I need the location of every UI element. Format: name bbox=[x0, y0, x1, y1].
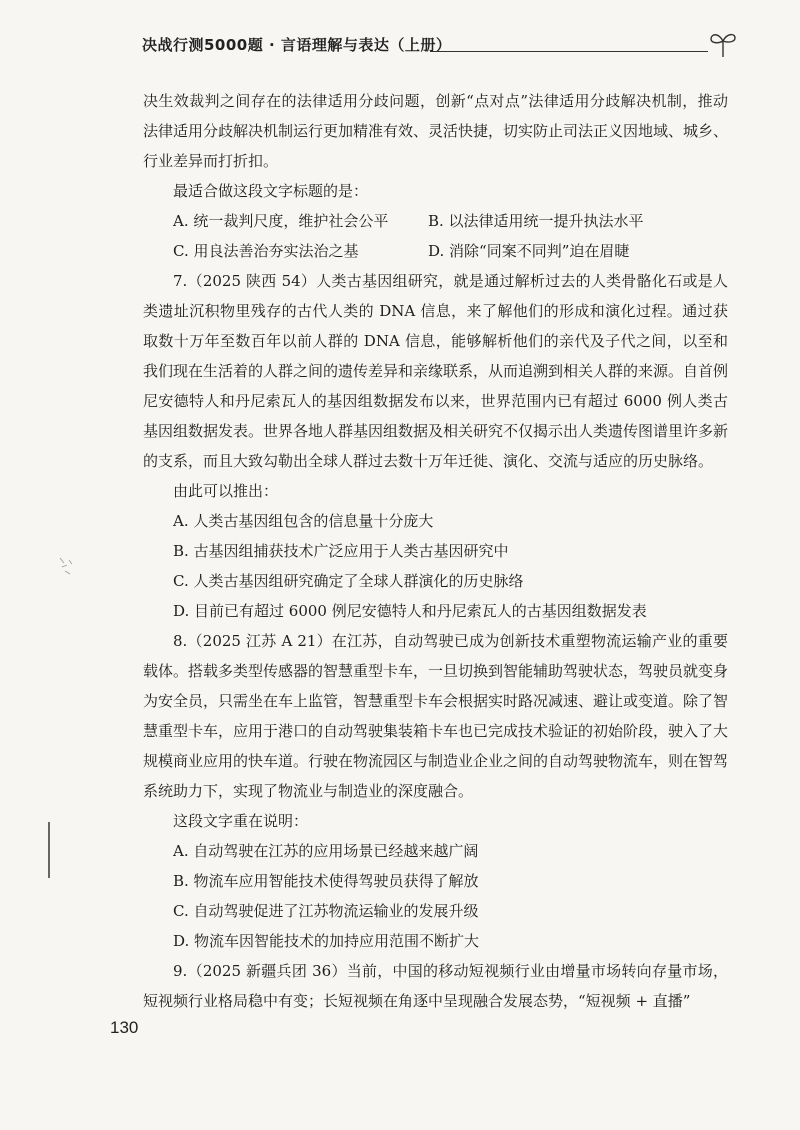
q7-option-b: B. 古基因组捕获技术广泛应用于人类古基因研究中 bbox=[173, 542, 509, 560]
q8-option-c: C. 自动驾驶促进了江苏物流运输业的发展升级 bbox=[173, 902, 479, 920]
q6-options-row-2 bbox=[143, 236, 728, 266]
q9-paragraph: 9.（2025 新疆兵团 36）当前，中国的移动短视频行业由增量市场转向存量市场，短视频行业格局稳中有变；长短视频在角逐中呈现融合发展态势，“短视频 + 直播” bbox=[143, 962, 728, 1010]
q6-options-row-1 bbox=[143, 206, 728, 236]
q6-option-b: B. 以法律适用统一提升执法水平 bbox=[428, 212, 644, 230]
q8-option-a: A. 自动驾驶在江苏的应用场景已经越来越广阔 bbox=[173, 842, 479, 860]
q7-paragraph: 7.（2025 陕西 54）人类古基因组研究，就是通过解析过去的人类骨骼化石或是人类遗址沉积物里残存的古代人类的 DNA 信息，来了解他们的形成和演化过程。通过获取数十万年至数百年以前人群的 DNA 信息，能够解析他们的亲代及子代之间，以至和我们现在生活着的人群之间的遗传差异和亲缘联系，从而追溯到相关人群的来源。自首例尼安德特人和丹尼索瓦人的基因组数据发布以来，世界范围内已有超过 6000 例人类古基因组数据发表。世界各地人群基因组数据及相关研究不仅揭示出人类遗传图谱里许多新的支系，而且大致勾勒出全球人群过去数十万年迁徙、演化、交流与适应的历史脉络。 bbox=[143, 272, 729, 470]
book-title: 决战行测5000题 · 言语理解与表达（上册） bbox=[142, 36, 452, 54]
q8-stem: 这段文字重在说明： bbox=[173, 812, 309, 830]
page-content bbox=[143, 86, 728, 1016]
q6-option-c: C. 用良法善治夯实法治之基 bbox=[173, 242, 359, 260]
q6-option-a: A. 统一裁判尺度，维护社会公平 bbox=[173, 212, 389, 230]
running-header bbox=[142, 30, 742, 60]
intro-paragraph: 决生效裁判之间存在的法律适用分歧问题，创新“点对点”法律适用分歧解决机制，推动法律适用分歧解决机制运行更加精准有效、灵活快捷，切实防止司法正义因地域、城乡、行业差异而打折扣。 bbox=[143, 92, 729, 170]
q7-stem: 由此可以推出： bbox=[173, 482, 279, 500]
q6-stem: 最适合做这段文字标题的是： bbox=[173, 182, 369, 200]
sprout-icon bbox=[708, 30, 738, 58]
q8-paragraph: 8.（2025 江苏 A 21）在江苏，自动驾驶已成为创新技术重塑物流运输产业的重要载体。搭载多类型传感器的智慧重型卡车，一旦切换到智能辅助驾驶状态，驾驶员就变身为安全员，只需坐在车上监管，智慧重型卡车会根据实时路况减速、避让或变道。除了智慧重型卡车，应用于港口的自动驾驶集装箱卡车也已完成技术验证的初始阶段，驶入了大规模商业应用的快车道。行驶在物流园区与制造业企业之间的自动驾驶物流车，则在智驾系统助力下，实现了物流业与制造业的深度融合。 bbox=[143, 632, 729, 800]
q7-option-c: C. 人类古基因组研究确定了全球人群演化的历史脉络 bbox=[173, 572, 524, 590]
q8-option-b: B. 物流车应用智能技术使得驾驶员获得了解放 bbox=[173, 872, 479, 890]
q8-option-d: D. 物流车因智能技术的加持应用范围不断扩大 bbox=[173, 932, 480, 950]
q6-option-d: D. 消除“同案不同判”迫在眉睫 bbox=[428, 242, 630, 260]
q7-option-a: A. 人类古基因组包含的信息量十分庞大 bbox=[173, 512, 434, 530]
q7-option-d: D. 目前已有超过 6000 例尼安德特人和丹尼索瓦人的古基因组数据发表 bbox=[173, 602, 647, 620]
scan-margin-line bbox=[48, 822, 50, 878]
header-rule bbox=[430, 51, 708, 52]
scan-speckle-mark bbox=[58, 555, 76, 577]
page-number: 130 bbox=[110, 1018, 139, 1037]
